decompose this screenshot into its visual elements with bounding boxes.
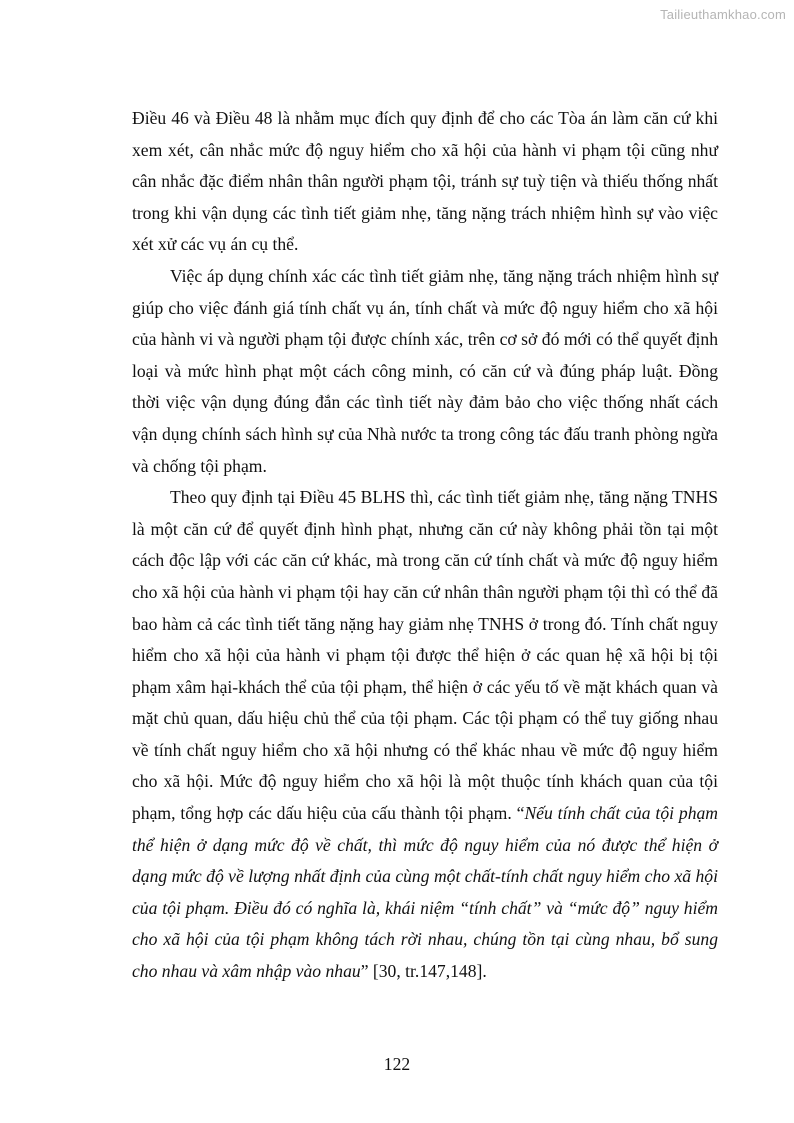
paragraph-3-citation: ” [30, tr.147,148]. — [360, 961, 487, 982]
watermark-text: Tailieuthamkhao.com — [660, 7, 786, 22]
paragraph-2 — [132, 261, 718, 482]
paragraph-2-text: Việc áp dụng chính xác các tình tiết giảm nhẹ, tăng nặng trách nhiệm hình sự giúp cho việc đánh giá tính chất vụ án, tính chất và mức độ nguy hiểm cho xã hội của hành vi và người phạm tội được chính xác, trên cơ sở đó mới có thể quyết định loại và mức hình phạt một cách công minh, có căn cứ và đúng pháp luật. Đồng thời việc vận dụng đúng đắn các tình tiết này đảm bảo cho việc thống nhất cách vận dụng chính sách hình sự của Nhà nước ta trong công tác đấu tranh phòng ngừa và chống tội phạm. — [132, 265, 718, 476]
paragraph-3-quote: Nếu tính chất của tội phạm thể hiện ở dạng mức độ về chất, thì mức độ nguy hiểm của nó được thể hiện ở dạng mức độ về lượng nhất định của cùng một chất-tính chất nguy hiểm cho xã hội của tội phạm. Điều đó có nghĩa là, khái niệm “tính chất” và “mức độ” nguy hiểm cho xã hội của tội phạm không tách rời nhau, chúng tồn tại cùng nhau, bổ sung cho nhau và xâm nhập vào nhau — [132, 803, 718, 982]
paragraph-3 — [132, 482, 718, 988]
paragraph-1 — [132, 103, 718, 261]
page-number: 122 — [383, 1054, 411, 1074]
paragraph-3-text: Theo quy định tại Điều 45 BLHS thì, các tình tiết giảm nhẹ, tăng nặng TNHS là một căn cứ để quyết định hình phạt, nhưng căn cứ này không phải tồn tại một cách độc lập với các căn cứ khác, mà trong căn cứ tính chất và mức độ nguy hiểm cho xã hội của hành vi phạm tội hay căn cứ nhân thân người phạm tội thì có thể đã bao hàm cả các tình tiết tăng nặng hay giảm nhẹ TNHS ở trong đó. Tính chất nguy hiểm cho xã hội của hành vi phạm tội được thể hiện ở các quan hệ xã hội bị tội phạm xâm hại-khách thể của tội phạm, thể hiện ở các yếu tố về mặt khách quan và mặt chủ quan, dấu hiệu chủ thể của tội phạm. Các tội phạm có thể tuy giống nhau về tính chất nguy hiểm cho xã hội nhưng có thể khác nhau về mức độ nguy hiểm cho xã hội. Mức độ nguy hiểm cho xã hội là một thuộc tính khách quan của tội phạm, tổng hợp các dấu hiệu của cấu thành tội phạm. “ — [132, 487, 718, 824]
paragraph-1-text: Điều 46 và Điều 48 là nhằm mục đích quy định để cho các Tòa án làm căn cứ khi xem xét, cân nhắc mức độ nguy hiểm cho xã hội của hành vi phạm tội cũng như cân nhắc đặc điểm nhân thân người phạm tội, tránh sự tuỳ tiện và thiếu thống nhất trong khi vận dụng các tình tiết giảm nhẹ, tăng nặng trách nhiệm hình sự vào việc xét xử các vụ án cụ thể. — [132, 108, 718, 255]
document-body — [132, 103, 718, 988]
